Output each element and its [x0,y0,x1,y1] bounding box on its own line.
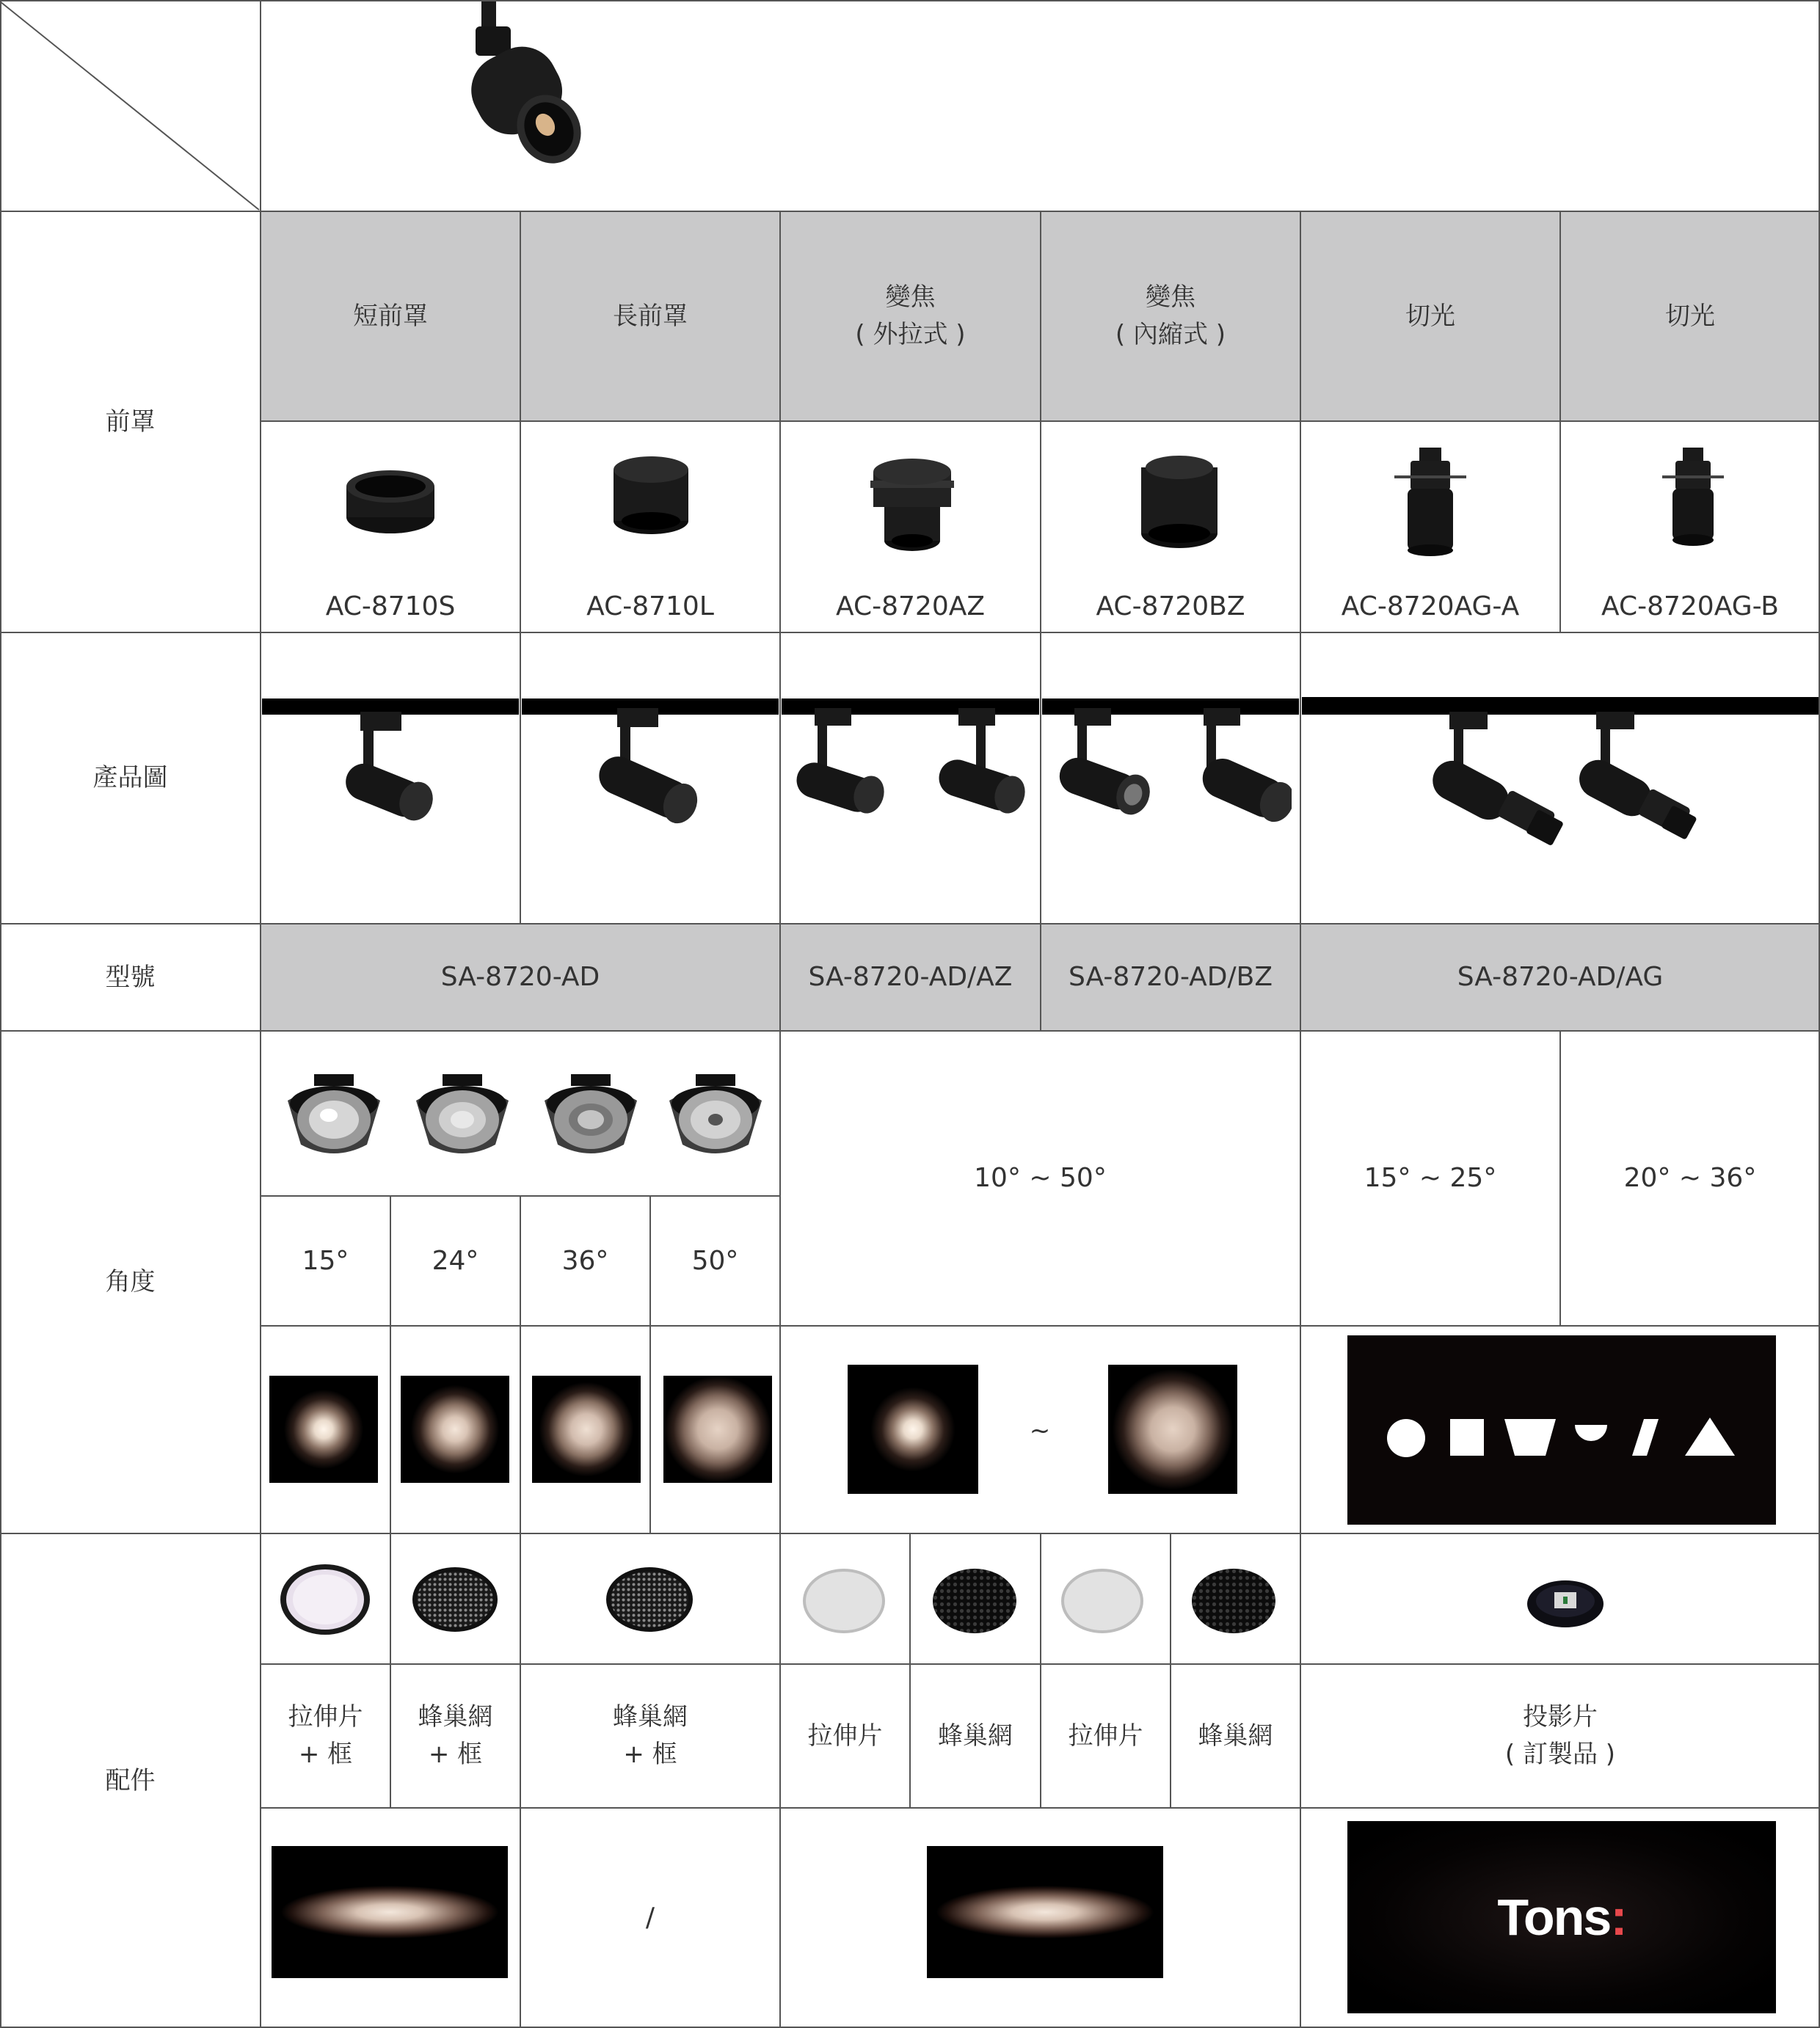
cover-label-short: 短前罩 [353,301,428,331]
row-label-product-image: 產品圖 [92,763,168,792]
beam-spot-36 [532,1376,641,1483]
honeycomb-icon [1191,1568,1276,1634]
angle-cut-b-range: 20° ~ 36° [1623,1163,1757,1193]
short-cover-icon [345,466,436,536]
long-cover-icon [612,455,690,536]
product-spotlight-icon [1057,708,1152,825]
stretch-lens-icon [802,1568,886,1634]
honeycomb-frame-large-icon [605,1566,694,1633]
acc-label-honeycomb-frame-1: 蜂巢網 + 框 [418,1702,493,1769]
lens-reflector-15-icon [285,1071,383,1158]
row-label-front-cover: 前罩 [105,406,156,437]
beam-spot-50 [663,1376,772,1483]
model-zoom-in: SA-8720-AD/BZ [1069,962,1273,992]
stretch-lens-icon [1060,1568,1144,1634]
product-spotlight-icon [793,708,888,825]
angle-36: 36° [561,1245,609,1276]
model-zoom-out: SA-8720-AD/AZ [808,962,1013,992]
angle-zoom-range: 10° ~ 50° [974,1163,1107,1193]
angle-15: 15° [302,1245,349,1276]
zoom-out-cover-icon [870,451,954,554]
cover-label-cut-b: 切光 [1665,301,1715,331]
product-spotlight-icon [932,708,1027,825]
cover-label-zoom-out: 變焦 ( 外拉式 ) [855,282,966,349]
acc-label-honeycomb-1: 蜂巢網 [938,1721,1013,1751]
lens-reflector-36-icon [542,1071,640,1158]
gobo-logo [1347,1821,1776,2013]
model-cut: SA-8720-AD/AG [1457,962,1664,992]
zoom-in-cover-icon [1139,451,1220,550]
cover-label-cut-a: 切光 [1405,301,1455,331]
gobo-logo-text: Tons [1497,1889,1611,1946]
cover-label-long: 長前罩 [613,301,688,331]
row-label-accessories: 配件 [105,1765,156,1795]
acc-label-honeycomb-frame-2: 蜂巢網 + 框 [613,1702,688,1769]
none-mark: / [645,1903,655,1933]
lens-reflector-50-icon [666,1071,765,1158]
acc-label-stretch-1: 拉伸片 [807,1721,883,1751]
product-spotlight-icon [1196,708,1292,833]
cover-code-long: AC-8710L [586,591,714,621]
framing-shapes-icon [1387,1416,1739,1460]
honeycomb-frame-icon [412,1566,498,1633]
beam-spot-24 [401,1376,509,1483]
zoom-tilde: ~ [1029,1415,1051,1445]
gobo-holder-icon [1526,1576,1604,1629]
beam-spot-zoom-wide [1108,1365,1237,1494]
cover-code-cut-a: AC-8720AG-A [1341,591,1520,621]
row-label-angle: 角度 [105,1267,156,1296]
angle-24: 24° [432,1245,479,1276]
product-spotlight-icon [334,712,437,829]
model-fixed: SA-8720-AD [440,962,600,992]
framing-cover-b-icon [1662,448,1724,547]
lens-reflector-24-icon [413,1071,512,1158]
angle-cut-a-range: 15° ~ 25° [1364,1163,1497,1193]
stretched-beam-projection [272,1846,508,1978]
honeycomb-icon [932,1568,1017,1634]
cover-label-zoom-in: 變焦 ( 內縮式 ) [1115,282,1226,349]
product-spotlight-icon [1574,712,1699,851]
row-label-model: 型號 [105,962,156,992]
acc-label-honeycomb-2: 蜂巢網 [1198,1721,1273,1751]
beam-spot-15 [269,1376,378,1483]
acc-label-stretch-2: 拉伸片 [1068,1721,1143,1751]
cover-code-short: AC-8710S [325,591,456,621]
acc-label-gobo: 投影片 ( 訂製品 ) [1504,1702,1616,1769]
stretch-lens-frame-icon [279,1563,371,1636]
framing-cover-a-icon [1394,448,1466,558]
cover-code-zoom-out: AC-8720AZ [835,591,986,621]
stretched-beam-projection [927,1846,1163,1978]
cover-code-cut-b: AC-8720AG-B [1601,591,1780,621]
acc-label-stretch-frame: 拉伸片 + 框 [288,1702,363,1769]
track-spotlight-icon [462,0,594,169]
beam-spot-zoom-narrow [848,1365,978,1494]
gobo-logo-colon: : [1610,1889,1626,1946]
cover-code-zoom-in: AC-8720BZ [1096,591,1245,621]
angle-50: 50° [691,1245,739,1276]
product-spotlight-icon [591,708,701,833]
product-spotlight-icon [1427,712,1567,858]
